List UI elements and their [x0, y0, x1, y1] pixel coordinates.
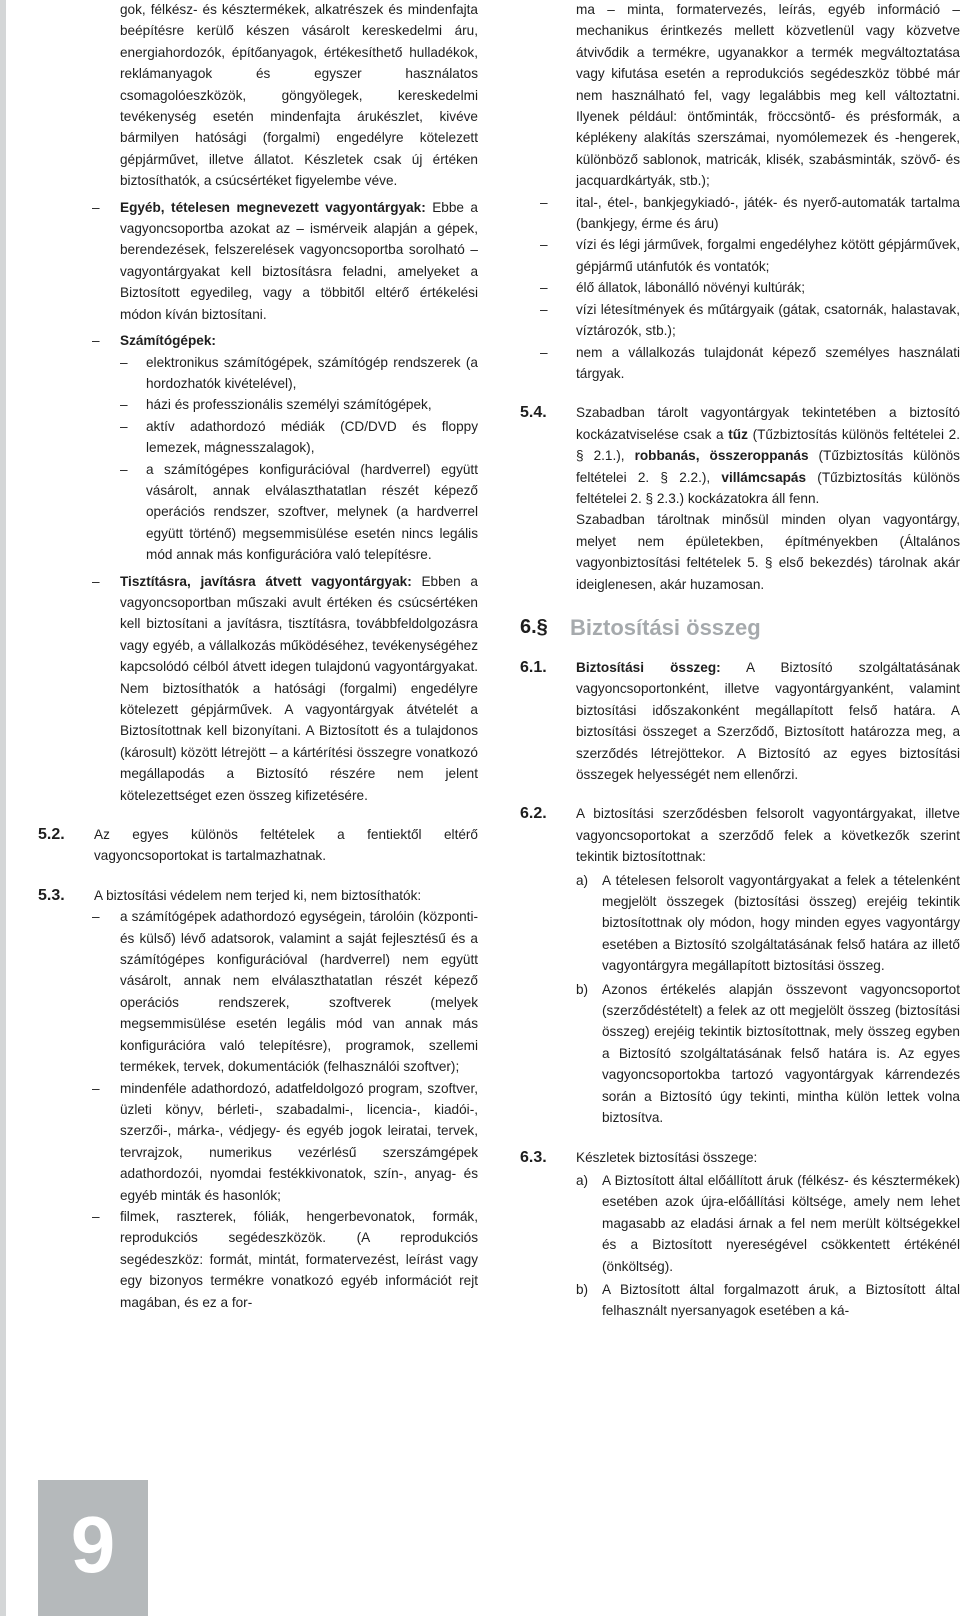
s54-bold-1: tűz	[728, 426, 748, 442]
s54-text-1: Szabadban tárolt vagyontárgyak tekintetében a biztosító kockázatviselése csak a	[576, 405, 960, 442]
section-text: Az egyes különös feltételek a fentiektől eltérő vagyoncsoportokat is tartalmazhatnak.	[94, 827, 478, 864]
ordered-item	[576, 979, 960, 1129]
section-text: A biztosítási szerződésben felsorolt vagyontárgyakat, illetve vagyoncsoportokat a szerződő felek a következők szerint tekintik biztosítottnak:	[576, 806, 960, 865]
list-item-tisztitas	[38, 571, 478, 806]
section-6-1	[520, 657, 960, 785]
heading-number: 6.§	[520, 615, 548, 638]
sub-item: – a számítógépes konfigurációval (hardverrel) együtt vásárolt, annak elválaszthatatlan részét képező operációs rendszer, szoftver, melynek (a hardverrel együtt történő) megsemmisülése esetén nincs legális mód annak más konfigurációra való telepítésre.	[38, 459, 478, 566]
list-item: – élő állatok, lábonálló növényi kultúrák;	[520, 277, 960, 298]
item-label: b)	[576, 1281, 589, 1297]
s61-text: A Biztosító szolgáltatásának vagyoncsoportonként, illetve vagyontárgyanként, valamint biztosítási időszakonként megállapított felső határa. A biztosítási összeget a Szerződő, Biztosított határozza meg, a szerződés létrejöttekor. A Biztosító az egyes biztosítási összegek helyességét nem ellenőrzi.	[576, 659, 960, 782]
list-item: – mindenféle adathordozó, adatfeldolgozó program, szoftver, üzleti könyv, bérleti-, szabadalmi-, licencia-, kiadói-, szerzői-, márka-, védjegy- és egyéb jogok leiratai, tervek, tervrajzok, numerikus vezérlésű szerszámgépek adathordozói, nyomdai festékkivonatok, szín-, anyag- és egyéb minták és hasonlók;	[38, 1078, 478, 1206]
section-number: 6.1.	[520, 658, 547, 676]
s54-text-4: (Tűzbiztosítás különös feltételei 2. § 2.3.) kockázatokra áll fenn.	[576, 469, 960, 506]
s54-bold-2: robbanás, összeroppanás	[634, 448, 809, 464]
s54-bold-3: villámcsapás	[721, 469, 807, 485]
s61-bold: Biztosítási összeg:	[576, 659, 721, 675]
section-6-3	[520, 1147, 960, 1322]
section-heading-6	[520, 613, 960, 643]
page-number: 9	[70, 1500, 116, 1589]
section-5-3	[38, 885, 478, 906]
s54-paragraph-2: Szabadban tároltnak minősül minden olyan vagyontárgy, melyet nem épületekben, építményekben (Általános vagyonbiztosítási feltételek 5. § első bekezdés) tárolnak akár ideiglenesen, akár huzamosan.	[576, 512, 960, 592]
list-item: – vízi létesítmények és műtárgyaik (gátak, csatornák, halastavak, víztározók, stb.);	[520, 299, 960, 342]
tisztitas-text: Ebben a vagyoncsoportban műszaki avult értéken és csúcsértéken kell biztosítani a javításra, tisztításra, továbbfeldolgozásra vagy egyéb, a vállalkozás működéséhez, tevékenységéhez kapcsolódó célból átvett idegen tulajdonú vagyontárgyakat. Nem biztosíthatók a hatósági (forgalmi) engedélyre kötelezett gépjárművek. A vagyontárgyak átvételét a Biztosítottnak kell bizonyítani. A Biztosított és a tulajdonos (károsult) között létrejött – a kártérítési összegre vonatkozó megállapodás a Biztosító részére nem jelent kötelezettséget ezen összeg kifizetésére.	[120, 573, 478, 803]
section-6-2	[520, 803, 960, 1128]
egyeb-text: Ebbe a vagyoncsoportba azokat az – ismérveik alapján a gépek, berendezések, felszerelések vagyoncsoportba sorolható – vagyontárgyakat kell biztosításra feladni, amelyeket a Biztosított egyedileg, vagy a többitől eltérő értékelési módon kíván biztosítani.	[120, 199, 478, 322]
list-item: – filmek, raszterek, fóliák, hengerbevonatok, formák, reprodukciós segédeszközök. (A reprodukciós segédeszköz: formát, mintát, formatervezést, leírást vagy egy bizonyos termékre vonatkozó egyéb információt rejt magában, és ez a for-	[38, 1206, 478, 1313]
s54-text-2: (Tűzbiztosítás különös feltételei 2. § 2.1.),	[576, 426, 960, 464]
item-text: A Biztosított által forgalmazott áruk, a Biztosított által felhasznált nyersanyagok esetében a ká-	[602, 1281, 960, 1319]
ordered-item	[576, 1170, 960, 1277]
tisztitas-heading: Tisztításra, javításra átvett vagyontárgyak:	[120, 573, 412, 589]
list-item-egyeb	[38, 197, 478, 325]
section-number: 6.3.	[520, 1148, 547, 1166]
section-text: Készletek biztosítási összege:	[576, 1149, 758, 1165]
item-text: Azonos értékelés alapján összevont vagyoncsoportot (szerződéstételt) a felek az ott megjelölt összeg (biztosítási összeg) erejéig tekintik biztosítottnak, mely összeg egyben a Biztosító szolgáltatásának felső határa is. Az egyes vagyoncsoportokba tartozó vagyontárgyak kárrendezés során a Biztosító úgy tekinti, mintha külön lettek volna biztosítva.	[602, 981, 960, 1126]
section-number: 6.2.	[520, 805, 547, 823]
section-number: 5.3.	[38, 886, 65, 904]
section-number: 5.4.	[520, 404, 547, 422]
item-text: A tételesen felsorolt vagyontárgyakat a felek a tételenként megjelölt összegek (biztosítási összeg) erejéig tekintik biztosítottnak oly módon, hogy minden egyes vagyontárgy esetében a Biztosító szolgáltatásának felső határa az illető vagyontárgyra megállapított biztosítási összeg.	[602, 872, 960, 974]
list-item-szamitogepek	[38, 330, 478, 351]
szamitogepek-heading: Számítógépek:	[120, 333, 216, 349]
left-margin-rule	[0, 0, 6, 1616]
section-5-2	[38, 824, 478, 867]
ordered-item	[576, 1279, 960, 1322]
list-item: – vízi és légi járművek, forgalmi engedélyhez kötött gépjárművek, gépjármű utánfutók és vontatók;	[520, 234, 960, 277]
section-number: 5.2.	[38, 826, 65, 844]
list-item: – nem a vállalkozás tulajdonát képező személyes használati tárgyak.	[520, 342, 960, 385]
item-label: b)	[576, 981, 589, 997]
intro-paragraph: gok, félkész- és késztermékek, alkatrészek és mindenfajta beépítésre kerülő készen vásárolt kereskedelmi áru, energiahordozók, építőanyagok, értékesíthető hulladékok, reklámanyagok és egyszer használatos csomagolóeszközök, göngyölegek, kereskedelmi tevékenység esetén mindenfajta árukészlet, kivéve bármilyen hatósági (forgalmi) engedélyre kötelezett gépjárművet, illetve állatot. Készletek csak új értéken biztosíthatók, a csúcsértéket figyelembe véve.	[120, 2, 478, 189]
heading-title: Biztosítási összeg	[570, 614, 761, 640]
item-label: a)	[576, 1172, 589, 1188]
section-5-4	[520, 402, 960, 509]
s54-text-3: (Tűzbiztosítás különös feltételei 2. § 2.2.),	[576, 448, 960, 485]
sub-item: – házi és professzionális személyi számítógépek,	[38, 394, 478, 415]
ordered-item	[576, 870, 960, 977]
section-text: A biztosítási védelem nem terjed ki, nem biztosíthatók:	[94, 887, 422, 903]
list-item: – a számítógépek adathordozó egységein, tárolóin (központi- és külső) lévő adatsorok, valamint a saját fejlesztésű és a számítógépes konfigurációval (hardverrel) nem együtt vásárolt, annak nem elválaszthatatlan részét képező operációs rendszerek, szoftverek (melyek megsemmisülése esetén legális mód van annak más konfigurációra való telepítésre), programok, szellemi termékek, tervek, dokumentációk (felhasználói szoftver);	[38, 906, 478, 1077]
page-number-box	[38, 1480, 148, 1616]
right-column	[520, 0, 960, 1322]
item-label: a)	[576, 872, 589, 888]
egyeb-heading: Egyéb, tételesen megnevezett vagyontárgyak:	[120, 199, 426, 215]
sub-item: – elektronikus számítógépek, számítógép rendszerek (a hordozhatók kivételével),	[38, 352, 478, 395]
list-item: – ital-, étel-, bankjegykiadó-, játék- és nyerő-automaták tartalma (bankjegy, érme és áru)	[520, 192, 960, 235]
left-column	[38, 0, 478, 1313]
item-text: A Biztosított által előállított áruk (félkész- és késztermékek) esetében azok újra-előállítási költsége, amely nem lehet magasabb az eladási árnak a fel nem merült költségekkel és a Biztosított nyereségével csökkentett értékénél (önköltség).	[602, 1172, 960, 1274]
sub-item: – aktív adathordozó médiák (CD/DVD és floppy lemezek, mágnesszalagok),	[38, 416, 478, 459]
continued-paragraph: ma – minta, formatervezés, leírás, egyéb információ – mechanikus érintkezés mellett közvetlenül vagy közvetve átvivődik a termékre, ugyanakkor a termék megváltoztatása vagy kifutása esetén a reprodukciós segédeszköz többé már nem használható fel, vagy legalábbis meg kell változtatni. Ilyenek például: öntőminták, fröccsöntő- és présformák, a képlékeny alakítás szerszámai, nyomólemezek és -hengerek, különböző sablonok, matricák, klisék, szabásminták, szövő- és jacquardkártyák, stb.);	[576, 2, 960, 189]
